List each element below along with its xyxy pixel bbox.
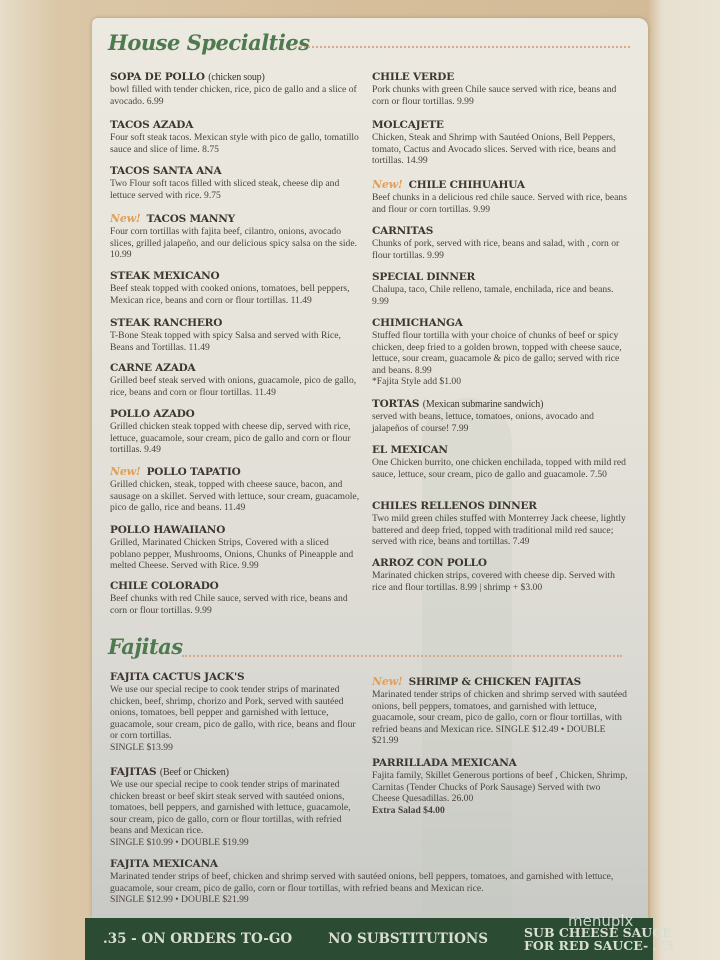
menu-item [110,766,360,849]
menu-item-heading [372,119,630,132]
menu-item-name: TACOS MANNY [146,213,235,225]
menu-item-name: CHIMICHANGA [372,317,463,329]
menu-item-description: We use our special recipe to cook tender strips of marinated chicken breast or beef skirt steak served with sautéed onions, tomatoes, bell peppers, and garnished with lettuce, guacamole, sour cream, pico de gallo, corn or flour tortillas, with refried beans and Mexican rice. [110,779,351,837]
menu-item-description: Stuffed flour tortilla with your choice of chunks of beef or spicy chicken, deep fried to a golden brown, topped with cheese sauce, lettuce, sour cream, guacamole & pico de gallo; served with rice and beans. 8.99 [372,330,622,376]
menu-item-subtitle: (Mexican submarine sandwich) [422,399,544,410]
menu-item-heading [372,675,630,689]
menu-item [110,317,360,353]
menu-item-name: TACOS AZADA [110,119,194,131]
menu-item-name: FAJITA CACTUS JACK'S [110,671,245,683]
menu-item-description: Grilled, Marinated Chicken Strips, Covered with a sliced poblano pepper, Mushrooms, Onions, Chunks of Pineapple and melted Cheese. Served with Rice. 9.99 [110,537,354,572]
menu-item-description: T-Bone Steak topped with spicy Salsa and served with Rice, Beans and Tortillas. 11.49 [110,330,341,353]
menu-item-heading [110,408,360,421]
menu-item-name: CHILE VERDE [372,71,455,83]
menu-item-name: POLLO TAPATIO [146,466,241,478]
menu-item-description: Marinated tender strips of chicken and shrimp served with sautéed onions, bell peppers, tomatoes, and garnished with lettuce, guacamole, sour cream, pico de gallo, corn or flour tortillas, with refried beans and Mexican rice. SINGLE $12.49 • DOUBLE $21.99 [372,689,627,747]
menu-item-heading [372,317,630,330]
menu-item [110,671,360,754]
menu-item-description: One Chicken burrito, one chicken enchilada, topped with mild red sauce, lettuce, sour cream, pico de gallo and guacamole. 7.50 [372,457,626,480]
menu-item-extra: Extra Salad $4.00 [372,804,445,816]
title-divider [295,46,630,48]
fajitas-divider [182,655,622,657]
menu-item-name: TACOS SANTA ANA [110,165,222,177]
menu-item-heading [110,362,360,375]
menu-item [110,408,360,456]
menu-item-description: Grilled beef steak served with onions, guacamole, pico de gallo, rice, beans and corn or flour tortillas. 11.49 [110,375,357,398]
menu-item-description: Fajita family, Skillet Generous portions of beef , Chicken, Shrimp, Carnitas (Tender Chucks of Pork Sausage) Served with two Cheese Quesadillas. 26.00 [372,770,628,805]
menu-item-price-note: *Fajita Style add $1.00 [372,376,461,388]
menu-item-heading [372,757,630,770]
menu-item-description: Beef steak topped with cooked onions, tomatoes, bell peppers, Mexican rice, beans and corn or flour tortillas. 11.49 [110,283,350,306]
menu-item-heading [372,500,630,513]
menu-item-name: MOLCAJETE [372,119,444,131]
menu-item [372,317,630,388]
new-badge: New! [110,465,141,478]
fajitas-title: Fajitas [108,634,183,659]
menu-item-description: Four corn tortillas with fajita beef, cilantro, onions, avocado slices, grilled jalapeño, and our delicious spicy salsa on the side. 10.99 [110,226,357,261]
menu-item-heading [110,766,360,779]
menu-item [372,557,630,593]
menu-item-heading [110,858,638,871]
menu-item-name: POLLO HAWAIIANO [110,524,226,536]
menu-item-name: CARNE AZADA [110,362,196,374]
menu-item-name: ARROZ CON POLLO [372,557,487,569]
menu-item-heading [110,580,360,593]
menu-item-name: STEAK MEXICANO [110,270,220,282]
menu-item-description: Marinated chicken strips, covered with cheese dip. Served with rice and flour tortillas. 8.99 | shrimp + $3.00 [372,570,615,593]
new-badge: New! [372,675,403,688]
menu-item-heading [372,444,630,457]
menu-item [372,178,630,215]
menu-item [110,465,360,514]
menu-item-description: Grilled chicken steak topped with cheese dip, served with rice, lettuce, guacamole, sour cream, pico de gallo and corn or flour tortillas. 9.49 [110,421,351,456]
menu-item-price-note: SINGLE $10.99 • DOUBLE $19.99 [110,836,249,848]
menu-item-name: PARRILLADA MEXICANA [372,757,517,769]
menu-item [372,398,630,434]
menu-item-heading [372,225,630,238]
menu-item-heading [110,119,360,132]
menu-item-name: TORTAS [372,398,420,410]
new-badge: New! [110,212,141,225]
new-badge: New! [372,178,403,191]
menu-item-name: SHRIMP & CHICKEN FAJITAS [408,676,581,688]
menu-item-name: SOPA DE POLLO [110,71,205,83]
menu-item-name: CHILE COLORADO [110,580,219,592]
menu-item-description: served with beans, lettuce, tomatoes, onions, avocado and jalapeños of course! 7.99 [372,411,594,434]
menu-item-name: CHILES RELLENOS DINNER [372,500,537,512]
menu-item [372,271,630,307]
menu-item-heading [372,271,630,284]
menu-item-heading [110,524,360,537]
menu-item-description: Four soft steak tacos. Mexican style with pico de gallo, tomatillo sauce and slice of lime. 8.75 [110,132,359,155]
menu-item-description: Pork chunks with green Chile sauce served with rice, beans and corn or flour tortillas. 9.99 [372,84,617,107]
menu-item-description: We use our special recipe to cook tender strips of marinated chicken, beef, shrimp, chorizo and Pork, served with sautéed onions, tomatoes, bell pepper and garnished with lettuce, guacamole, sour cream, pico de gallo, with rice, beans and flour or corn tortillas. [110,684,356,742]
menu-item [372,675,630,747]
menu-item-name: STEAK RANCHERO [110,317,223,329]
menu-item-description: Chalupa, taco, Chile relleno, tamale, enchilada, rice and beans. 9.99 [372,284,614,307]
menu-item-heading [110,317,360,330]
menu-item-name: POLLO AZADO [110,408,195,420]
menu-item [110,580,360,616]
menu-item-heading [110,270,360,283]
menu-item-heading [110,671,360,684]
menu-item [372,500,630,548]
menu-item-heading [372,398,630,411]
menu-item [110,165,360,201]
menu-item-description: Beef chunks in a delicious red chile sauce. Served with rice, beans and flour or corn tortillas. 9.99 [372,192,627,215]
no-substitutions-note: NO SUBSTITUTIONS [328,931,489,947]
menupix-watermark: menupix [568,912,634,930]
menu-item-name: EL MEXICAN [372,444,448,456]
menu-item-name: CHILE CHIHUAHUA [408,179,525,191]
menu-item [110,362,360,398]
menu-item-heading [110,165,360,178]
to-go-charge-note: .35 - ON ORDERS TO-GO [103,931,293,947]
menu-item-heading [372,557,630,570]
menu-item [372,225,630,261]
menu-item [110,212,360,261]
menu-item [110,270,360,306]
menu-item-heading [110,212,360,226]
menu-item [110,71,360,107]
menu-item-description: Marinated tender strips of beef, chicken and shrimp served with sautéed onions, bell peppers, tomatoes, and garnished with lettuce, guacamole, sour cream, pico de gallo, corn or flour tortillas, with refried beans and Mexican rice. [110,871,614,894]
menu-item-name: CARNITAS [372,225,434,237]
menu-item-heading [372,178,630,192]
menu-item-name: SPECIAL DINNER [372,271,476,283]
menu-item [110,524,360,572]
menu-item-description: Chicken, Steak and Shrimp with Sautéed Onions, Bell Peppers, tomato, Cactus and Avocado slices. Served with rice, beans and tortillas. 14.99 [372,132,616,167]
menu-item-name: FAJITA MEXICANA [110,858,218,870]
menu-item-description: Two Flour soft tacos filled with sliced steak, cheese dip and lettuce served with rice. 9.75 [110,178,340,201]
menu-item-description: Chunks of pork, served with rice, beans and salad, with , corn or flour tortillas. 9.99 [372,238,620,261]
house-specialties-title: House Specialties [108,30,310,55]
menu-item-price-note: SINGLE $13.99 [110,741,173,753]
menu-item-description: Beef chunks with red Chile sauce, served with rice, beans and corn or flour tortillas. 9.99 [110,593,348,616]
menu-item-subtitle: (Beef or Chicken) [159,767,229,778]
menu-item [372,71,630,107]
menu-item [372,119,630,167]
menu-item [372,444,630,480]
sub-cheese-line-1: SUB CHEESE SAUCE [524,925,672,940]
menu-item [110,858,638,906]
menu-item-price-note: SINGLE $12.99 • DOUBLE $21.99 [110,894,249,906]
menu-item [110,119,360,155]
menu-item [372,757,630,816]
menu-item-description: Grilled chicken, steak, topped with cheese sauce, bacon, and sausage on a skillet. Served with lettuce, sour cream, guacamole, pico de gallo, rice and beans. 11.49 [110,479,360,514]
menu-item-heading [110,71,360,84]
menu-item-description: bowl filled with tender chicken, rice, pico de gallo and a slice of avocado. 6.99 [110,84,357,107]
menu-item-description: Two mild green chiles stuffed with Monterrey Jack cheese, lightly battered and deep fried, topped with traditional mild red sauce; served with rice, beans and tortillas. 7.49 [372,513,626,548]
menu-item-heading [110,465,360,479]
menu-item-heading [372,71,630,84]
sub-cheese-line-2: FOR RED SAUCE- .75 [524,938,675,953]
menu-item-subtitle: (chicken soup) [208,72,265,83]
menu-item-name: FAJITAS [110,766,157,778]
